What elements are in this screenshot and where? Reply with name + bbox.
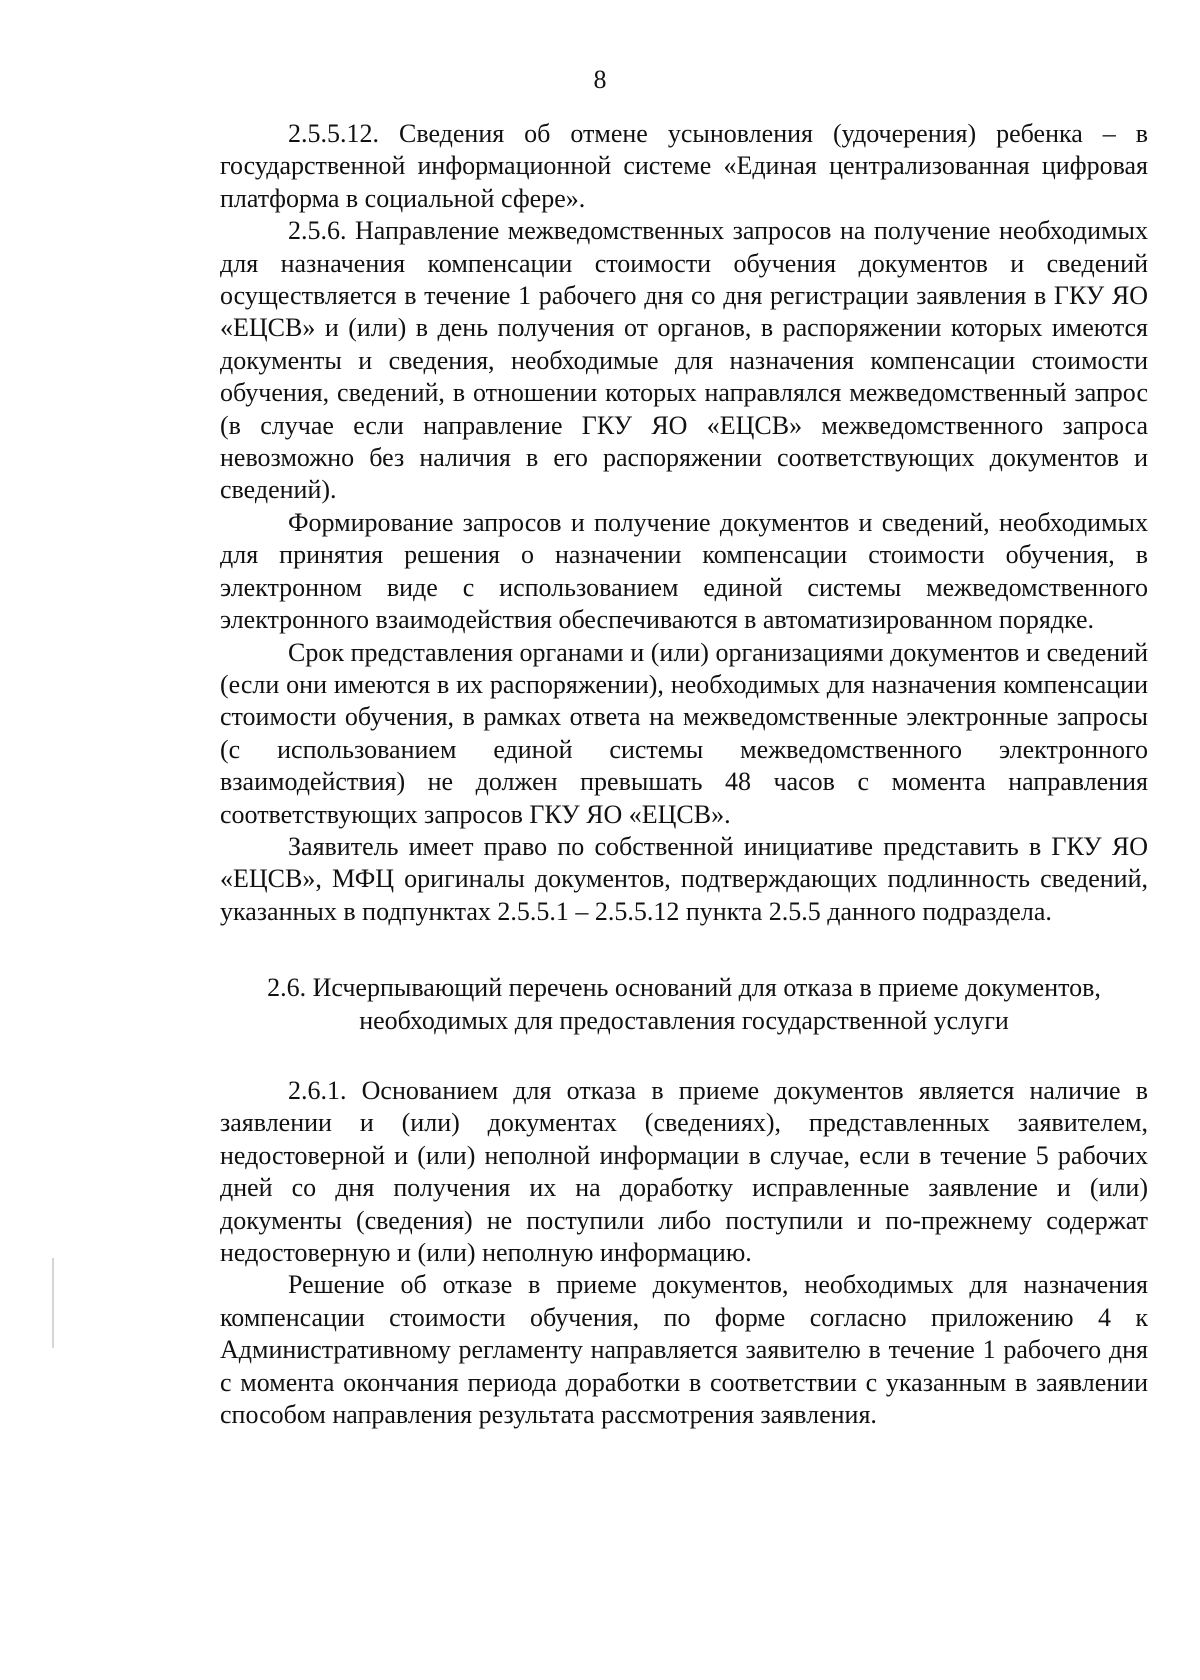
- section-heading-2-6: [220, 972, 1148, 1037]
- section-heading-line-1: 2.6. Исчерпывающий перечень оснований для отказа в приеме документов,: [267, 973, 1101, 1003]
- page-number: 8: [593, 65, 607, 94]
- document-body: [220, 118, 1148, 1431]
- scan-margin-mark: [52, 1258, 54, 1348]
- paragraph-response-deadline: Срок представления органами и (или) организациями документов и сведений (если они имеются в их распоряжении), необходимых для назначения компенсации стоимости обучения, в рамках ответа на межведомственные электронные запросы (с использованием единой системы межведомственного электронного взаимодействия) не должен превышать 48 часов с момента направления соответствующих запросов ГКУ ЯО «ЕЦСВ».: [220, 637, 1148, 829]
- paragraph-refusal-decision: Решение об отказе в приеме документов, необходимых для назначения компенсации стоимости обучения, по форме согласно приложению 4 к Административному регламенту направляется заявителю в течение 1 рабочего дня с момента окончания периода доработки в соответствии с указанным в заявлении способом направления результата рассмотрения заявления.: [220, 1270, 1148, 1430]
- paragraph-2-6-1: 2.6.1. Основанием для отказа в приеме документов является наличие в заявлении и (или) документах (сведениях), представленных заявителем, недостоверной и (или) неполной информации в случае, если в течение 5 рабочих дней со дня получения их на доработку исправленные заявление и (или) документы (сведения) не поступили либо поступили и по-прежнему содержат недостоверную и (или) неполную информацию.: [220, 1075, 1148, 1267]
- paragraph-2-5-5-12: 2.5.5.12. Сведения об отмене усыновления (удочерения) ребенка – в государственной информационной системе «Единая централизованная цифровая платформа в социальной сфере».: [220, 119, 1148, 213]
- paragraph-2-5-6: 2.5.6. Направление межведомственных запросов на получение необходимых для назначения компенсации стоимости обучения документов и сведений осуществляется в течение 1 рабочего дня со дня регистрации заявления в ГКУ ЯО «ЕЦСВ» и (или) в день получения от органов, в распоряжении которых имеются документы и сведения, необходимые для назначения компенсации стоимости обучения, сведений, в отношении которых направлялся межведомственный запрос (в случае если направление ГКУ ЯО «ЕЦСВ» межведомственного запроса невозможно без наличия в его распоряжении соответствующих документов и сведений).: [220, 216, 1148, 505]
- section-heading-line-2: необходимых для предоставления государственной услуги: [359, 1005, 1009, 1035]
- paragraph-applicant-right: Заявитель имеет право по собственной инициативе представить в ГКУ ЯО «ЕЦСВ», МФЦ оригиналы документов, подтверждающих подлинность сведений, указанных в подпунктах 2.5.5.1 – 2.5.5.12 пункта 2.5.5 данного подраздела.: [220, 831, 1148, 926]
- paragraph-request-formation: Формирование запросов и получение документов и сведений, необходимых для принятия решения о назначении компенсации стоимости обучения, в электронном виде с использованием единой системы межведомственного электронного взаимодействия обеспечиваются в автоматизированном порядке.: [220, 507, 1148, 635]
